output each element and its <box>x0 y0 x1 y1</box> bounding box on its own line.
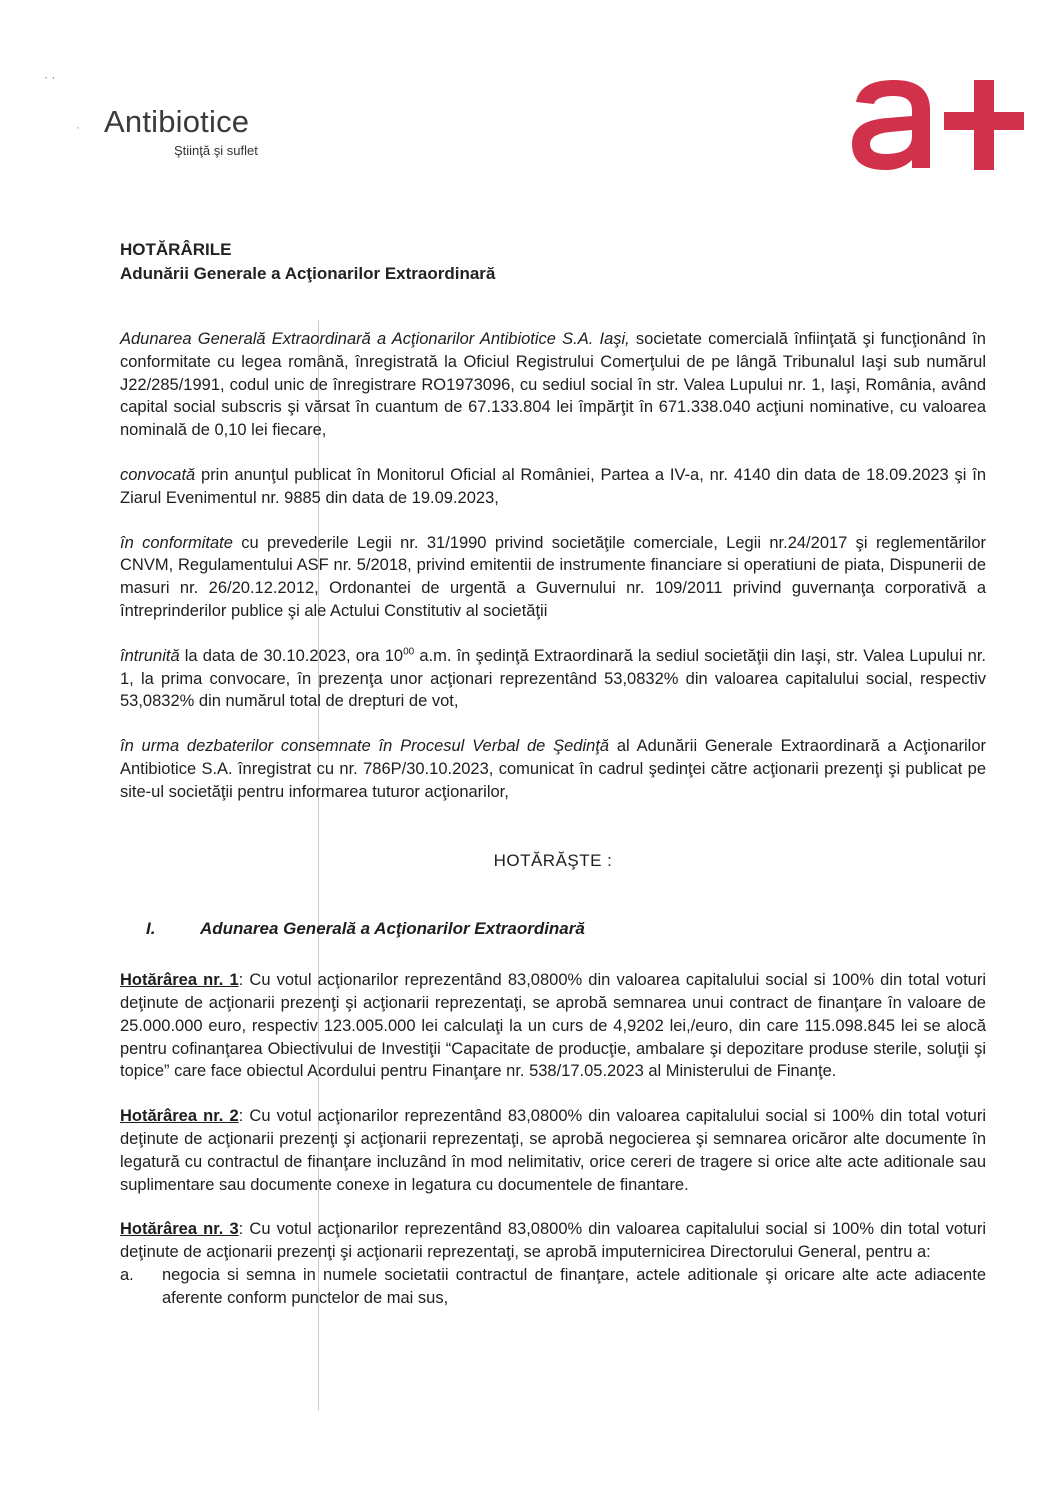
a-plus-logo-icon <box>848 72 1028 172</box>
list-item <box>120 1264 986 1310</box>
preamble-paragraph: în conformitate cu prevederile Legii nr. 31/1990 privind societăţile comerciale, Legii nr.24/2017 şi reglementărilor CNVM, Regulamentului ASF nr. 5/2018, privind emitentii de instrumente financiare si operatiuni de piata, Dispunerii de masuri nr. 26/20.12.2012, Ordonantei de urgentă a Guvernului nr. 109/2011 privind guvernanţa corporativă a întreprinderilor publice şi ale Actului Constitutiv al societăţii <box>120 533 986 620</box>
decision-label: Hotărârea nr. 2 <box>120 1107 239 1126</box>
decision-paragraph: Hotărârea nr. 3: Cu votul acţionarilor reprezentând 83,0800% din valoarea capitalului social si 100% din total voturi deţinute de acţionarii prezenţi şi acţionarii reprezentaţi, se aprobă imputernicirea Directorului General, pentru a: <box>120 1220 986 1262</box>
document-body <box>120 328 986 1310</box>
title-line-1: HOTĂRÂRILE <box>120 240 232 259</box>
list-item-text: negocia si semna in numele societatii contractul de finanţare, actele aditionale şi oricare alte acte adiacente aferente conform punctelor de mai sus, <box>162 1265 986 1307</box>
decision-paragraph: Hotărârea nr. 1: Cu votul acţionarilor reprezentând 83,0800% din valoarea capitalului social si 100% din total voturi deţinute de acţionarii prezenţi şi acţionarii reprezentaţi, se aprobă semnarea unui contract de finanţare în valoare de 25.000.000 euro, respectiv 123.005.000 lei calculaţi la un curs de 4,9202 lei,/euro, din care 115.098.845 lei se alocă pentru cofinanţarea Obiectivului de Investiţii “Capacitate de producţie, ambalare şi depozitare produse sterile, soluţii şi topice” care face obiectul Acordului pentru Finanţare nr. 538/17.05.2023 al Ministerului de Finanţe. <box>120 971 986 1081</box>
section-heading <box>120 918 986 941</box>
preamble-paragraph: convocată prin anunţul publicat în Monitorul Oficial al României, Partea a IV-a, nr. 4140 din data de 18.09.2023 şi în Ziarul Evenimentul nr. 9885 din data de 19.09.2023, <box>120 465 986 507</box>
title-line-2: Adunării Generale a Acţionarilor Extraordinară <box>120 264 496 283</box>
company-brand <box>104 106 258 158</box>
brand-name: Antibiotice <box>104 104 250 139</box>
preamble-paragraph: întrunită la data de 30.10.2023, ora $10^{00}$ a.m. în şedinţă Extraordinară la sediul societăţii din Iaşi, str. Valea Lupului nr. 1, la prima convocare, în prezenţa unor acţionari reprezentând 53,0832% din valoarea capitalului social, respectiv 53,0832% din numărul total de drepturi de vot, <box>120 646 986 711</box>
decision-label: Hotărârea nr. 1 <box>120 971 239 990</box>
section-number: I. <box>146 919 156 939</box>
brand-tagline: Ştiinţă şi suflet <box>174 143 258 158</box>
scan-artifact: · · <box>44 70 56 84</box>
scan-artifact: · <box>76 120 80 134</box>
page-title <box>120 238 495 286</box>
decision-label: Hotărârea nr. 3 <box>120 1220 239 1239</box>
section-title: Adunarea Generală a Acţionarilor Extraordinară <box>200 919 585 939</box>
preamble-paragraph: Adunarea Generală Extraordinară a Acţionarilor Antibiotice S.A. Iaşi, societate comercială înfiinţată şi funcţionând în conformitate cu legea română, înregistrată la Oficiul Registrului Comerţului de pe lângă Tribunalul Iaşi sub numărul J22/285/1991, codul unic de înregistrare RO1973096, cu sediul social în str. Valea Lupului nr. 1, Iaşi, România, având capital social subscris şi vărsat în cuantum de 67.133.804 lei împărţit în 671.338.040 acţiuni nominative, cu valoarea nominală de 0,10 lei fiecare, <box>120 330 986 440</box>
preamble-paragraph: în urma dezbaterilor consemnate în Procesul Verbal de Şedinţă al Adunării Generale Extraordinară a Acţionarilor Antibiotice S.A. înregistrat cu nr. 786P/30.10.2023, comunicat în cadrul şedinţei către acţionarii prezenţi şi publicat pe site-ul societăţii pentru informarea tuturor acţionarilor, <box>120 737 986 801</box>
list-item-letter: a. <box>120 1265 134 1284</box>
decides-heading: HOTĂRĂŞTE : <box>493 850 613 870</box>
decision-paragraph: Hotărârea nr. 2: Cu votul acţionarilor reprezentând 83,0800% din valoarea capitalului social si 100% din total voturi deţinute de acţionarii prezenţi şi acţionarii reprezentaţi, se aprobă negocierea şi semnarea oricăror alte documente în legatură cu contractul de finanţare incluzând în mod nelimitativ, orice cereri de tragere si orice alte acte aditionale sau suplimentare sau documente conexe in legatura cu documentele de finantare. <box>120 1107 986 1194</box>
